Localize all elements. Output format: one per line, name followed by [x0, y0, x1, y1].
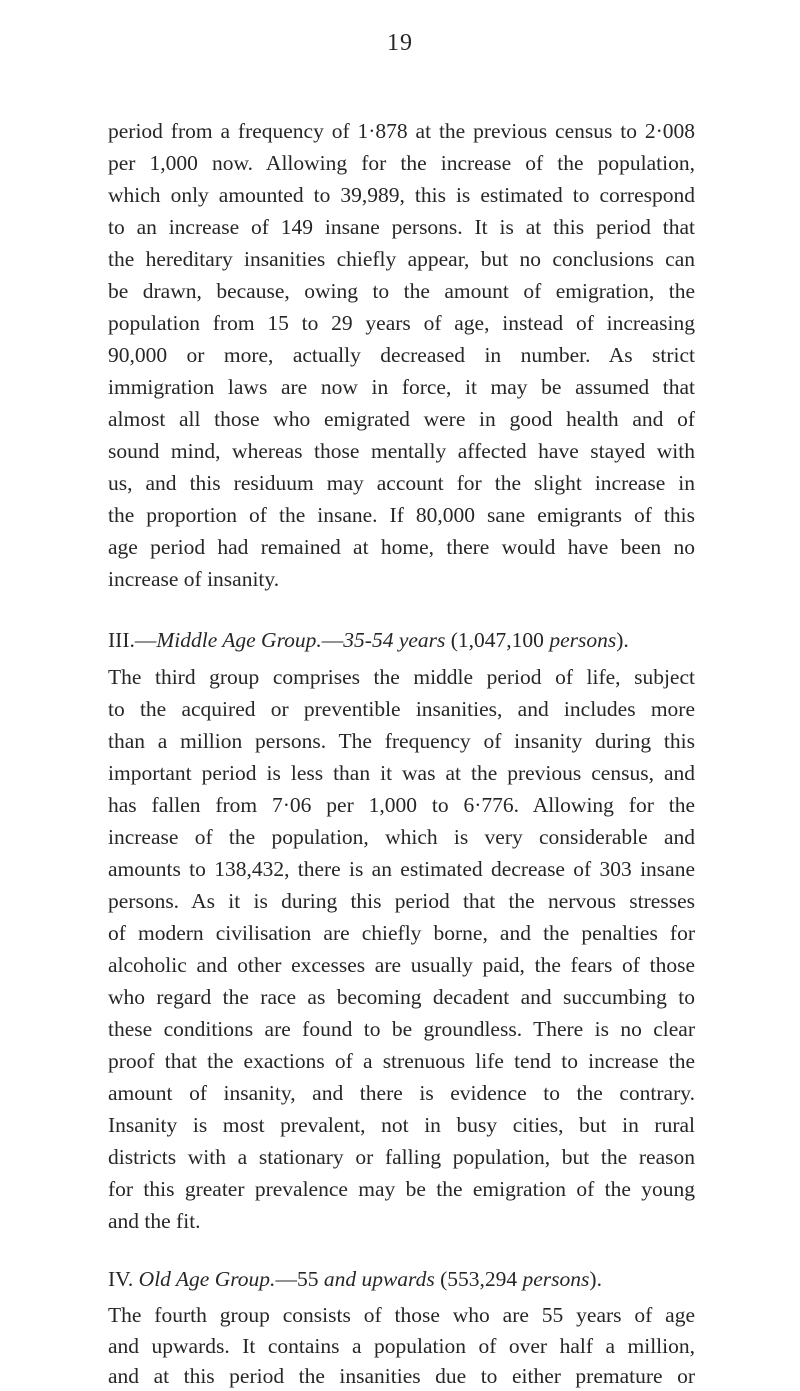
text-line: The fourth group consists of those who are 55 years of age [108, 1303, 695, 1327]
text-line: for this greater prevalence may be the emigration of the young [108, 1177, 695, 1201]
text-line: alcoholic and other excesses are usually paid, the fears of those [108, 953, 695, 977]
text-line: increase of insanity. [108, 567, 280, 591]
text-line: us, and this residuum may account for the slight increase in [108, 471, 695, 495]
text-line: persons. As it is during this period that the nervous stresses [108, 889, 695, 913]
heading-count-word: persons [549, 628, 617, 652]
section-heading-middle-age [108, 625, 695, 655]
heading-title: Middle Age Group. [156, 628, 322, 652]
text-line: and upwards. It contains a population of over half a million, [108, 1334, 695, 1358]
text-line: proof that the exactions of a strenuous life tend to increase the [108, 1049, 695, 1073]
text-line: per 1,000 now. Allowing for the increase of the population, [108, 151, 695, 175]
text-line: age period had remained at home, there would have been no [108, 535, 695, 559]
heading-numeral: IV. [108, 1267, 139, 1291]
heading-range: and upwards [323, 1267, 435, 1291]
heading-dash: —55 [275, 1267, 324, 1291]
text-line: which only amounted to 39,989, this is estimated to correspond [108, 183, 695, 207]
text-line: Insanity is most prevalent, not in busy cities, but in rural [108, 1113, 695, 1137]
text-line: period from a frequency of 1·878 at the previous census to 2·008 [108, 119, 695, 143]
heading-count: (1,047,100 [445, 628, 550, 652]
text-line: to the acquired or preventible insanities, and includes more [108, 697, 695, 721]
text-line: who regard the race as becoming decadent and succumbing to [108, 985, 695, 1009]
page-number: 19 [387, 30, 413, 56]
heading-count: (553,294 [434, 1267, 523, 1291]
text-line: be drawn, because, owing to the amount of emigration, the [108, 279, 695, 303]
text-line: immigration laws are now in force, it may be assumed that [108, 375, 695, 399]
text-line: of modern civilisation are chiefly borne, and the penalties for [108, 921, 695, 945]
text-line: amount of insanity, and there is evidence to the contrary. [108, 1081, 695, 1105]
text-line: increase of the population, which is very considerable and [108, 825, 695, 849]
heading-range: 35-54 years [343, 628, 446, 652]
text-line: The third group comprises the middle period of life, subject [108, 665, 695, 689]
text-line: the hereditary insanities chiefly appear, but no conclusions can [108, 247, 695, 271]
text-line: these conditions are found to be groundless. There is no clear [108, 1017, 695, 1041]
text-line: has fallen from 7·06 per 1,000 to 6·776. Allowing for the [108, 793, 695, 817]
text-line: to an increase of 149 insane persons. It is at this period that [108, 215, 695, 239]
text-line: districts with a stationary or falling population, but the reason [108, 1145, 695, 1169]
text-line: and at this period the insanities due to either premature or [108, 1364, 695, 1388]
heading-count-close: ). [589, 1267, 602, 1291]
heading-count-word: persons [522, 1267, 590, 1291]
text-line: amounts to 138,432, there is an estimated decrease of 303 insane [108, 857, 695, 881]
text-line: the proportion of the insane. If 80,000 sane emigrants of this [108, 503, 695, 527]
heading-dash: — [321, 628, 344, 652]
text-line: important period is less than it was at the previous census, and [108, 761, 695, 785]
text-line: and the fit. [108, 1209, 201, 1233]
text-line: than a million persons. The frequency of insanity during this [108, 729, 695, 753]
heading-numeral: III.— [108, 628, 157, 652]
text-line: sound mind, whereas those mentally affected have stayed with [108, 439, 695, 463]
heading-count-close: ). [616, 628, 629, 652]
heading-title: Old Age Group. [138, 1267, 276, 1291]
text-line: population from 15 to 29 years of age, instead of increasing [108, 311, 695, 335]
section-heading-old-age [108, 1264, 695, 1294]
text-line: almost all those who emigrated were in good health and of [108, 407, 695, 431]
text-line: 90,000 or more, actually decreased in number. As strict [108, 343, 695, 367]
